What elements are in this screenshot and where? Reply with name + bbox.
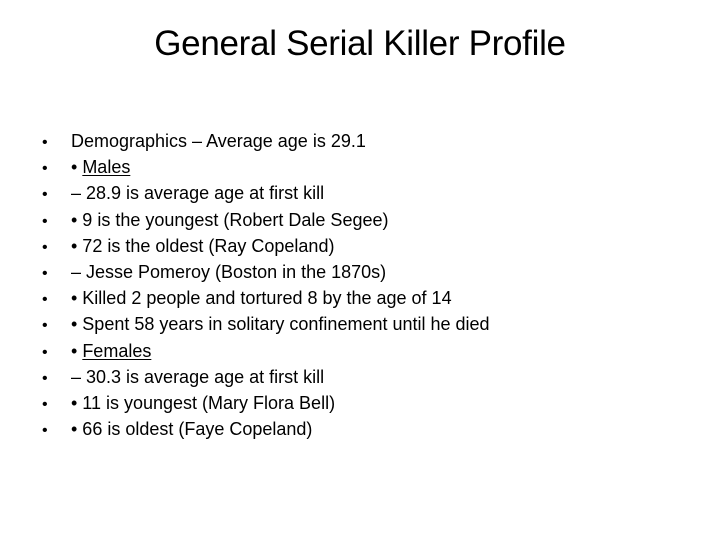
bullet-icon: • — [42, 291, 48, 309]
list-item — [42, 207, 702, 233]
bullet-label: – 30.3 is average age at first kill — [71, 366, 325, 387]
bullet-list — [42, 128, 702, 442]
bullet-icon: • — [42, 212, 48, 230]
list-item — [42, 259, 702, 285]
bullet-icon: • — [42, 160, 48, 178]
list-item — [42, 311, 702, 337]
bullet-text — [71, 128, 702, 154]
bullet-icon: • — [42, 134, 48, 151]
bullet-text — [71, 338, 702, 364]
bullet-icon: • — [42, 264, 48, 282]
slide-title: General Serial Killer Profile — [154, 24, 566, 63]
bullet-text — [71, 416, 702, 442]
bullet-label: • 66 is oldest (Faye Copeland) — [71, 419, 313, 440]
bullet-prefix: • — [71, 340, 83, 361]
bullet-label: • 11 is youngest (Mary Flora Bell) — [71, 392, 336, 413]
bullet-icon: • — [42, 422, 48, 440]
bullet-icon: • — [42, 317, 48, 335]
bullet-label: Males — [82, 157, 131, 178]
list-item — [42, 233, 702, 259]
bullet-icon: • — [42, 186, 48, 204]
bullet-prefix: • — [71, 157, 83, 178]
bullet-label: • 9 is the youngest (Robert Dale Segee) — [71, 209, 389, 230]
bullet-label: Demographics – Average age is 29.1 — [71, 131, 366, 151]
list-item — [42, 364, 702, 390]
bullet-label: • Killed 2 people and tortured 8 by the age of 14 — [71, 288, 452, 309]
bullet-text — [71, 233, 702, 259]
bullet-icon: • — [42, 395, 48, 413]
bullet-text — [71, 285, 702, 311]
bullet-label: • 72 is the oldest (Ray Copeland) — [71, 235, 335, 256]
bullet-icon: • — [42, 343, 48, 361]
bullet-icon: • — [42, 238, 48, 256]
list-item — [42, 180, 702, 206]
bullet-text — [71, 311, 702, 337]
bullet-text — [71, 390, 702, 416]
bullet-label: – 28.9 is average age at first kill — [71, 183, 325, 204]
list-item — [42, 416, 702, 442]
bullet-label: • Spent 58 years in solitary confinement until he died — [71, 314, 490, 335]
bullet-text — [71, 180, 702, 206]
bullet-text — [71, 259, 702, 285]
bullet-text — [71, 364, 702, 390]
list-item — [42, 154, 702, 180]
bullet-icon: • — [42, 369, 48, 387]
list-item — [42, 390, 702, 416]
bullet-text — [71, 207, 702, 233]
list-item — [42, 128, 702, 154]
list-item — [42, 285, 702, 311]
bullet-text — [71, 154, 702, 180]
list-item — [42, 338, 702, 364]
bullet-label: – Jesse Pomeroy (Boston in the 1870s) — [71, 261, 387, 282]
bullet-label: Females — [82, 340, 152, 361]
